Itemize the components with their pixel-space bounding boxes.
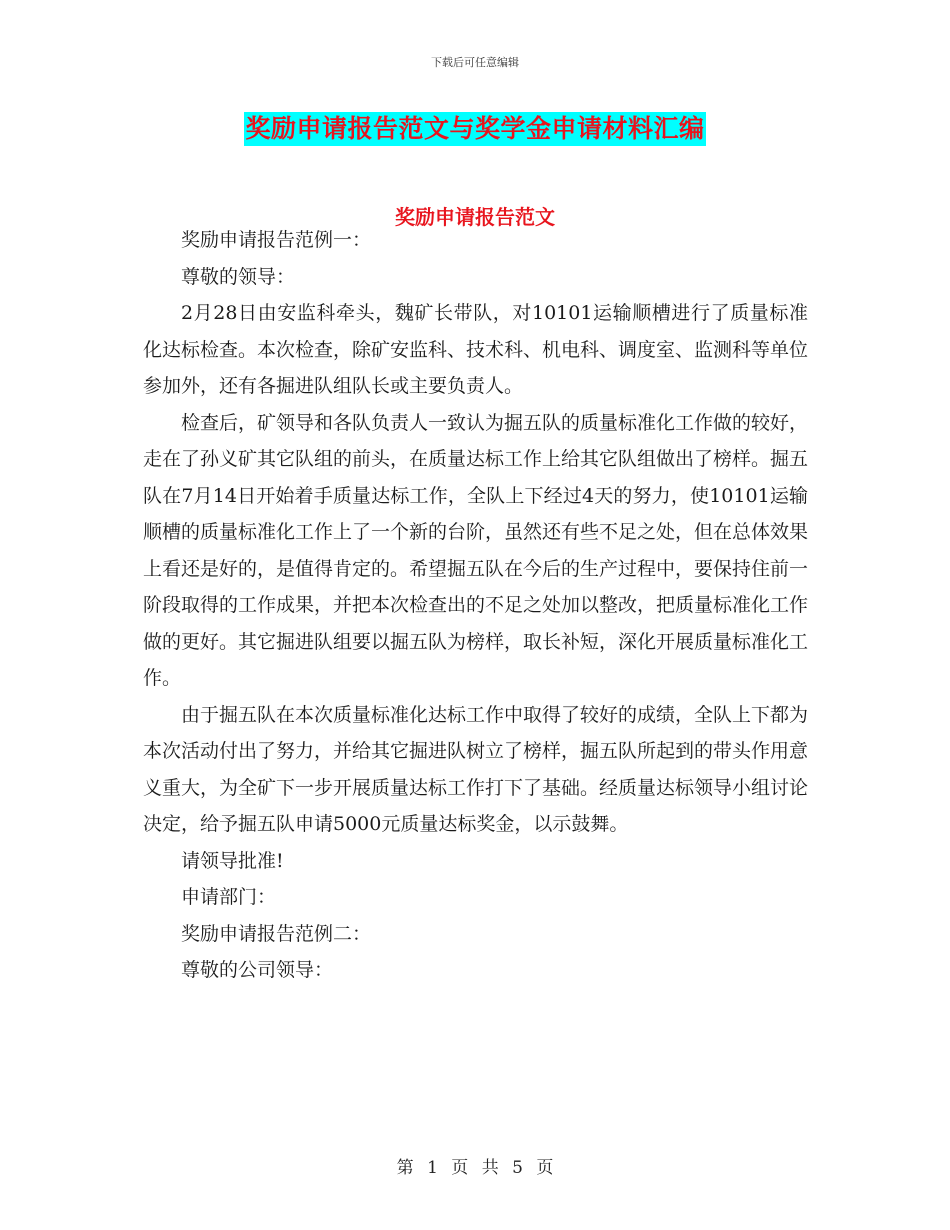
paragraph-request-approval: 请领导批准! (181, 849, 284, 872)
paragraph-evaluation: 检查后，矿领导和各队负责人一致认为掘五队的质量标准化工作做的较好，走在了孙义矿其它队组的前头，在质量达标工作上给其它队组做出了榜样。掘五队在7月14日开始着手质量达标工作，全队上下经过4天的努力，使10101运输顺槽的质量标准化工作上了一个新的台阶，虽然还有些不足之处，但在总体效果上看还是好的，是值得肯定的。希望掘五队在今后的生产过程中，要保持住前一阶段取得的工作成果，并把本次检查出的不足之处加以整改，把质量标准化工作做的更好。其它掘进队组要以掘五队为榜样，取长补短，深化开展质量标准化工作。 (143, 411, 809, 689)
paragraph-reward-decision: 由于掘五队在本次质量标准化达标工作中取得了较好的成绩，全队上下都为本次活动付出了努力，并给其它掘进队树立了榜样，掘五队所起到的带头作用意义重大，为全矿下一步开展质量达标工作打下了基础。经质量达标领导小组讨论决定，给予掘五队申请5000元质量达标奖金，以示鼓舞。 (143, 703, 809, 835)
page-footer: 第 1 页 共 5 页 (396, 1158, 554, 1178)
document-body (143, 222, 808, 989)
paragraph-example-two-heading: 奖励申请报告范例二： (181, 922, 372, 945)
header-note: 下载后可任意编辑 (431, 56, 519, 69)
paragraph-inspection: 2月28日由安监科牵头，魏矿长带队，对10101运输顺槽进行了质量标准化达标检查。本次检查，除矿安监科、技术科、机电科、调度室、监测科等单位参加外，还有各掘进队组队长或主要负责人。 (143, 302, 809, 397)
paragraph-salutation-company: 尊敬的公司领导： (181, 959, 334, 981)
paragraph-applying-department: 申请部门： (181, 886, 277, 908)
document-title (0, 112, 950, 146)
document-title-text: 奖励申请报告范文与奖学金申请材料汇编 (244, 112, 705, 146)
paragraph-example-one-heading: 奖励申请报告范例一： (181, 229, 372, 251)
paragraph-salutation: 尊敬的领导： (181, 265, 296, 288)
section-title: 奖励申请报告范文 (395, 205, 555, 229)
